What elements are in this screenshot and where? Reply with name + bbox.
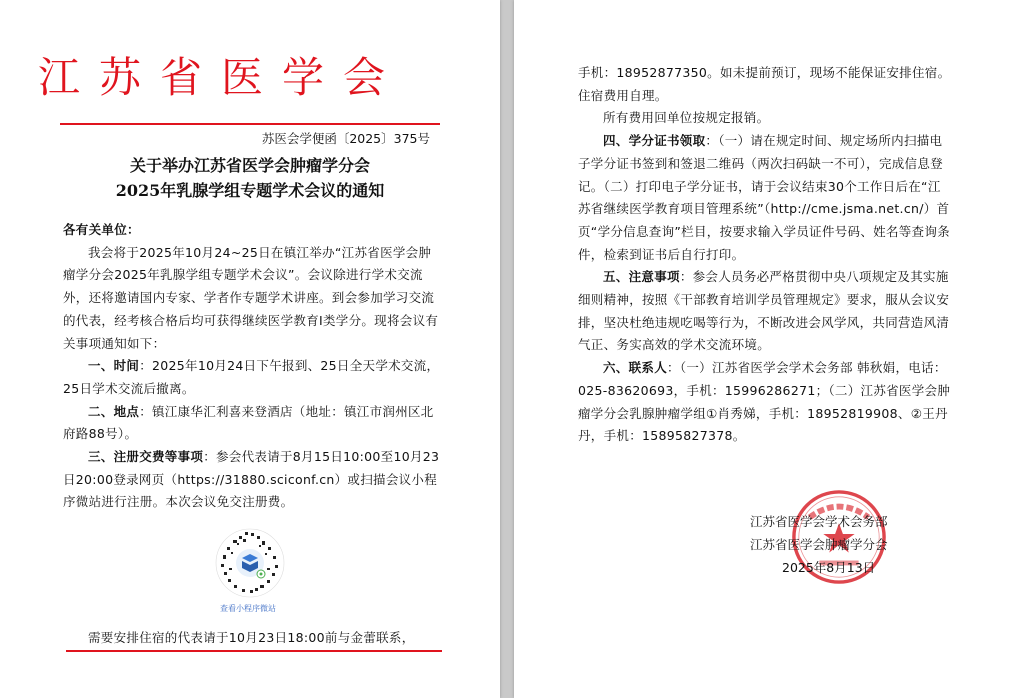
signature-org-2: 江苏省医学会肿瘤学分会 <box>750 537 888 552</box>
red-rule-bottom <box>66 650 442 652</box>
page1-bottom-text <box>63 627 443 650</box>
item-contacts <box>578 357 953 448</box>
item-contacts-label: 六、联系人 <box>603 360 668 376</box>
item-notes-text: ：参会人员务必严格贯彻中央八项规定及其实施细则精神，按照《干部教育培训学员管理规定》要求，服从会议安排，坚决杜绝违规吃喝等行为，不断改进会风学风，共同营造风清气正、务实高效的学术交流环境。 <box>578 269 950 353</box>
red-rule-top <box>60 123 440 125</box>
item-venue-label: 二、地点 <box>88 403 140 419</box>
signature-date: 2025年8月13日 <box>782 560 876 575</box>
item-credits-label: 四、学分证书领取 <box>603 133 706 149</box>
item-venue <box>63 401 440 446</box>
document-number: 苏医会学便函〔2025〕375号 <box>261 131 430 146</box>
item-time-label: 一、时间 <box>88 358 140 374</box>
org-title: 江苏省医学会 <box>38 53 405 102</box>
lodging-intro: 需要安排住宿的代表请于10月23日18:00前与金蕾联系， <box>88 630 415 645</box>
expense-note: 所有费用回单位按规定报销。 <box>603 110 770 126</box>
notice-title-line-2: 2025年乳腺学组专题学术会议的通知 <box>115 181 385 200</box>
item-contacts-text: ：（一）江苏省医学会学术会务部 韩秋娟，电话：025-83620693，手机：15996286271；（二）江苏省医学会肿瘤学分会乳腺肿瘤学组①肖秀娣，手机：18952819908、②王丹丹，手机：15895827378。 <box>578 360 951 444</box>
salutation: 各有关单位： <box>63 222 140 237</box>
document-page-2 <box>514 0 1014 698</box>
item-credits-text: ：（一）请在规定时间、规定场所内扫描电子学分证书签到和签退二维码（两次扫码缺一不可），完成信息登记。（二）打印电子学分证书，请于会议结束30个工作日后在“江苏省继续医学教育项目管理系统”（http://cme.jsma.net.cn/）首页“学分信息查询”栏目，按要求输入学员证件号码、姓名等查询条件，检索到证书后自行打印。 <box>578 133 950 262</box>
item-time-text: ：2025年10月24日下午报到、25日全天学术交流，25日学术交流后撤离。 <box>63 358 440 396</box>
document-page-1 <box>0 0 500 698</box>
item-credits <box>578 130 953 266</box>
item-registration-text: ：参会代表请于8月15日10:00至10月23日20:00登录网页（https://31880.sciconf.cn）或扫描会议小程序微站进行注册。本次会议免交注册费。 <box>63 449 440 510</box>
signature-org-1: 江苏省医学会学术会务部 <box>750 514 888 529</box>
item-registration-label: 三、注册交费等事项 <box>88 449 204 465</box>
notice-title-line-1: 关于举办江苏省医学会肿瘤学分会 <box>129 156 370 175</box>
qr-caption: 查看小程序微站 <box>220 604 276 613</box>
lodging-contact: 手机：18952877350。如未提前预订，现场不能保证安排住宿。住宿费用自理。 <box>578 65 951 103</box>
page1-body <box>63 219 440 514</box>
item-notes-label: 五、注意事项 <box>603 269 680 285</box>
item-time <box>63 355 440 400</box>
intro-paragraph: 我会将于2025年10月24~25日在镇江举办“江苏省医学会肿瘤学分会2025年乳腺学组专题学术会议”。会议除进行学术交流外，还将邀请国内专家、学者作专题学术讲座。到会参加学习交流的代表，经考核合格后均可获得继续医学教育Ⅰ类学分。现将会议有关事项通知如下： <box>63 244 439 351</box>
signature-block <box>750 510 910 579</box>
item-notes <box>578 266 953 357</box>
page2-body <box>578 62 953 448</box>
mini-program-qr-code[interactable] <box>215 528 285 598</box>
item-venue-text: ：镇江康华汇利喜来登酒店（地址：镇江市润州区北府路88号）。 <box>63 403 434 442</box>
item-registration <box>63 446 440 514</box>
